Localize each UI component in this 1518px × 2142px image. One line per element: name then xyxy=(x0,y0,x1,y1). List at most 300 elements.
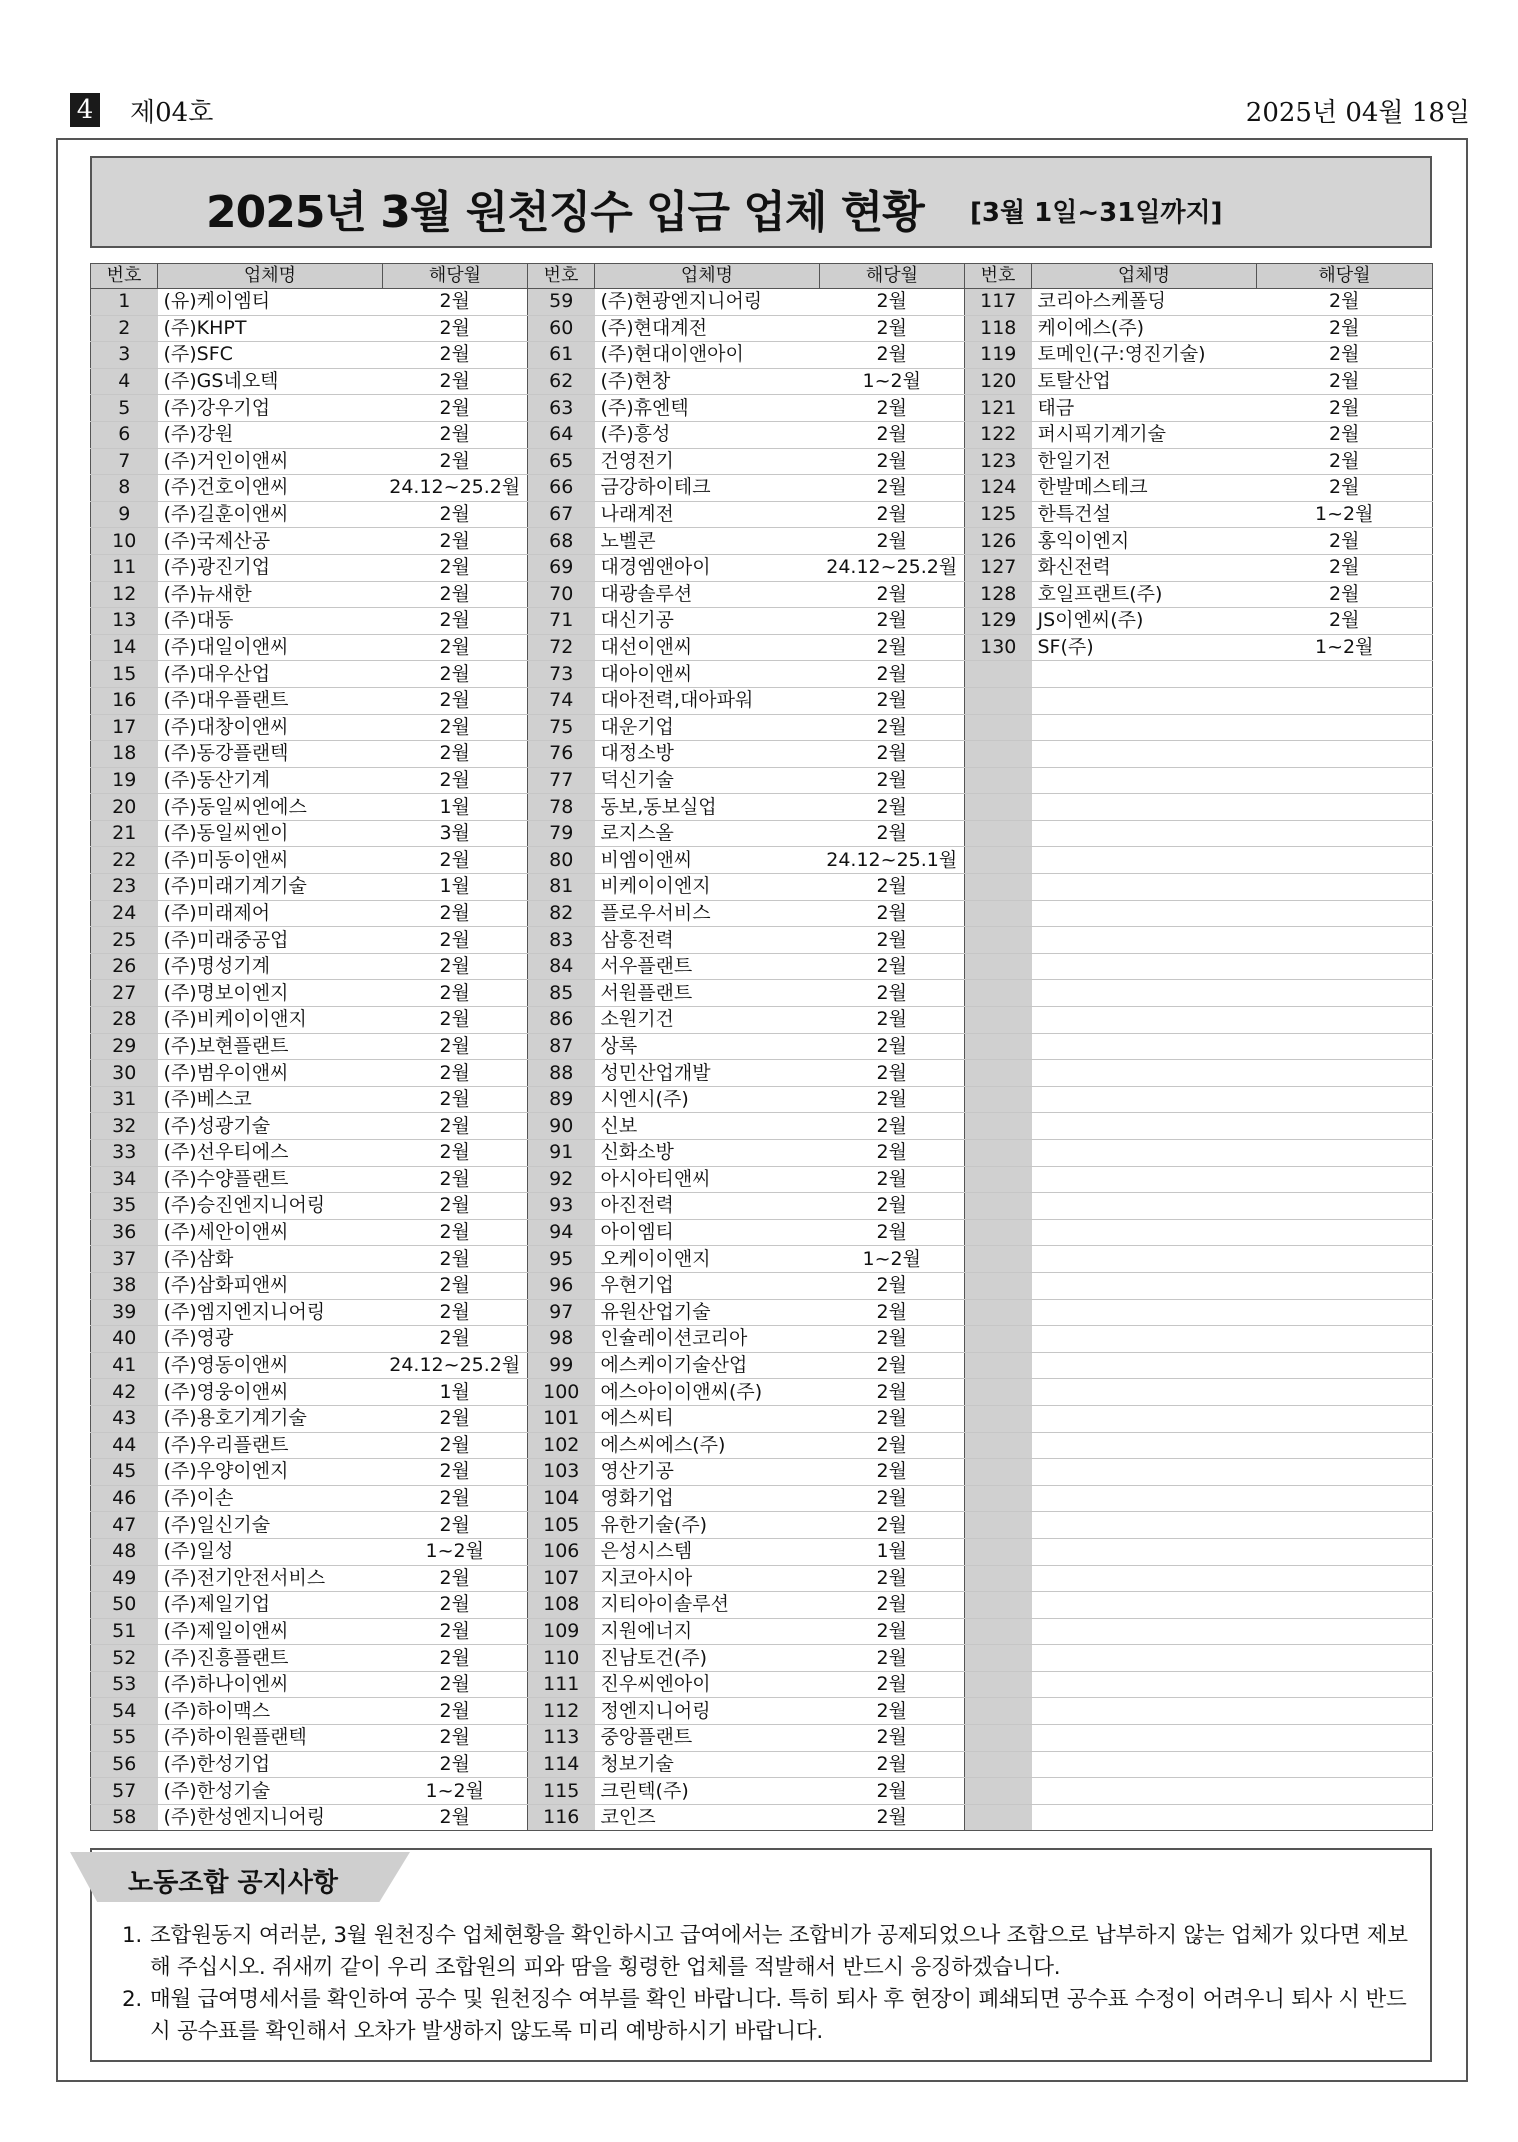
applicable-month: 2월 xyxy=(383,1725,528,1752)
company-name: 신화소방 xyxy=(595,1140,820,1167)
row-number: 15 xyxy=(91,661,158,688)
row-number: 90 xyxy=(528,1113,595,1140)
row-number: 119 xyxy=(965,342,1032,369)
company-name: 에스씨티 xyxy=(595,1405,820,1432)
row-number: 14 xyxy=(91,634,158,661)
company-name: 비엠이앤씨 xyxy=(595,847,820,874)
row-number: 82 xyxy=(528,900,595,927)
row-number: 39 xyxy=(91,1299,158,1326)
empty-cell xyxy=(965,1352,1032,1379)
applicable-month: 2월 xyxy=(383,1033,528,1060)
company-name: (주)한성엔지니어링 xyxy=(158,1804,383,1831)
row-number: 26 xyxy=(91,953,158,980)
company-name: (주)동일씨엔이 xyxy=(158,820,383,847)
applicable-month: 2월 xyxy=(820,661,965,688)
applicable-month: 1~2월 xyxy=(383,1778,528,1805)
empty-cell xyxy=(1032,1671,1257,1698)
company-name: (주)수양플랜트 xyxy=(158,1166,383,1193)
applicable-month: 2월 xyxy=(383,1326,528,1353)
row-number: 9 xyxy=(91,501,158,528)
row-number: 36 xyxy=(91,1219,158,1246)
table-row xyxy=(91,1725,1433,1752)
empty-cell xyxy=(1257,1778,1433,1805)
applicable-month: 2월 xyxy=(820,1272,965,1299)
applicable-month: 2월 xyxy=(383,847,528,874)
empty-cell xyxy=(1032,1405,1257,1432)
row-number: 42 xyxy=(91,1379,158,1406)
row-number: 52 xyxy=(91,1645,158,1672)
table-row xyxy=(91,395,1433,422)
applicable-month: 2월 xyxy=(383,1113,528,1140)
empty-cell xyxy=(1032,820,1257,847)
title-banner xyxy=(90,156,1432,248)
applicable-month: 2월 xyxy=(383,1140,528,1167)
company-name: 오케이이앤지 xyxy=(595,1246,820,1273)
table-row xyxy=(91,661,1433,688)
row-number: 112 xyxy=(528,1698,595,1725)
row-number: 30 xyxy=(91,1060,158,1087)
row-number: 92 xyxy=(528,1166,595,1193)
applicable-month: 1~2월 xyxy=(383,1538,528,1565)
company-name: (주)영동이앤씨 xyxy=(158,1352,383,1379)
row-number: 50 xyxy=(91,1592,158,1619)
company-name: (유)케이엠티 xyxy=(158,289,383,316)
applicable-month: 2월 xyxy=(820,980,965,1007)
empty-cell xyxy=(1032,953,1257,980)
notice-item-text: 조합원동지 여러분, 3월 원천징수 업체현황을 확인하시고 급여에서는 조합비가 공제되었으나 조합으로 납부하지 않는 업체가 있다면 제보해 주십시오. 쥐새끼 같이 우리 조합원의 피와 땀을 횡령한 업체를 적발해서 반드시 응징하겠습니다. xyxy=(150,1923,1408,1980)
row-number: 2 xyxy=(91,315,158,342)
table-row xyxy=(91,634,1433,661)
table-row xyxy=(91,581,1433,608)
row-number: 120 xyxy=(965,368,1032,395)
table-row xyxy=(91,741,1433,768)
company-name: 영산기공 xyxy=(595,1459,820,1486)
company-name: 대선이앤씨 xyxy=(595,634,820,661)
row-number: 123 xyxy=(965,448,1032,475)
row-number: 49 xyxy=(91,1565,158,1592)
company-name: (주)현대계전 xyxy=(595,315,820,342)
table-row xyxy=(91,501,1433,528)
table-body xyxy=(91,289,1433,1831)
row-number: 18 xyxy=(91,741,158,768)
applicable-month: 1~2월 xyxy=(820,368,965,395)
empty-cell xyxy=(1257,767,1433,794)
table-row xyxy=(91,1086,1433,1113)
applicable-month: 2월 xyxy=(820,1432,965,1459)
company-name: (주)한성기술 xyxy=(158,1778,383,1805)
company-name: (주)이손 xyxy=(158,1485,383,1512)
table-row xyxy=(91,1592,1433,1619)
company-name: 한발메스테크 xyxy=(1032,475,1257,502)
empty-cell xyxy=(965,900,1032,927)
applicable-month: 2월 xyxy=(383,900,528,927)
row-number: 4 xyxy=(91,368,158,395)
applicable-month: 2월 xyxy=(383,421,528,448)
applicable-month: 2월 xyxy=(820,475,965,502)
company-name: 호일프랜트(주) xyxy=(1032,581,1257,608)
empty-cell xyxy=(1257,687,1433,714)
empty-cell xyxy=(1257,900,1433,927)
row-number: 98 xyxy=(528,1326,595,1353)
row-number: 89 xyxy=(528,1086,595,1113)
applicable-month: 2월 xyxy=(383,953,528,980)
company-name: (주)성광기술 xyxy=(158,1113,383,1140)
row-number: 58 xyxy=(91,1804,158,1831)
applicable-month: 2월 xyxy=(383,1219,528,1246)
company-name: (주)강우기업 xyxy=(158,395,383,422)
row-number: 117 xyxy=(965,289,1032,316)
company-name: (주)현대이앤아이 xyxy=(595,342,820,369)
table-row xyxy=(91,1140,1433,1167)
table-row xyxy=(91,1538,1433,1565)
row-number: 124 xyxy=(965,475,1032,502)
empty-cell xyxy=(1257,1113,1433,1140)
company-name: (주)휴엔텍 xyxy=(595,395,820,422)
applicable-month: 2월 xyxy=(383,1405,528,1432)
applicable-month: 2월 xyxy=(820,1698,965,1725)
row-number: 7 xyxy=(91,448,158,475)
applicable-month: 2월 xyxy=(383,687,528,714)
applicable-month: 2월 xyxy=(383,289,528,316)
row-number: 105 xyxy=(528,1512,595,1539)
column-header: 번호 xyxy=(91,264,158,289)
empty-cell xyxy=(1032,1538,1257,1565)
empty-cell xyxy=(1257,1618,1433,1645)
empty-cell xyxy=(965,1379,1032,1406)
row-number: 59 xyxy=(528,289,595,316)
empty-cell xyxy=(965,1698,1032,1725)
company-name: (주)미래기계기술 xyxy=(158,874,383,901)
applicable-month: 2월 xyxy=(820,1645,965,1672)
empty-cell xyxy=(1032,874,1257,901)
table-row xyxy=(91,1007,1433,1034)
row-number: 65 xyxy=(528,448,595,475)
table-row xyxy=(91,794,1433,821)
empty-cell xyxy=(1257,1166,1433,1193)
applicable-month: 2월 xyxy=(383,1007,528,1034)
applicable-month: 2월 xyxy=(820,1299,965,1326)
row-number: 122 xyxy=(965,421,1032,448)
company-name: 홍익이엔지 xyxy=(1032,528,1257,555)
company-name: (주)제일이앤씨 xyxy=(158,1618,383,1645)
empty-cell xyxy=(1032,741,1257,768)
table-row xyxy=(91,900,1433,927)
applicable-month: 2월 xyxy=(383,315,528,342)
row-number: 93 xyxy=(528,1193,595,1220)
applicable-month: 2월 xyxy=(820,1459,965,1486)
applicable-month: 2월 xyxy=(383,927,528,954)
applicable-month: 2월 xyxy=(820,1512,965,1539)
applicable-month: 2월 xyxy=(1257,342,1433,369)
applicable-month: 2월 xyxy=(383,448,528,475)
company-name: (주)현광엔지니어링 xyxy=(595,289,820,316)
row-number: 84 xyxy=(528,953,595,980)
company-name: 코리아스케폴딩 xyxy=(1032,289,1257,316)
row-number: 46 xyxy=(91,1485,158,1512)
empty-cell xyxy=(1032,1219,1257,1246)
empty-cell xyxy=(965,1193,1032,1220)
table-row xyxy=(91,554,1433,581)
empty-cell xyxy=(1032,847,1257,874)
row-number: 81 xyxy=(528,874,595,901)
row-number: 102 xyxy=(528,1432,595,1459)
empty-cell xyxy=(1032,1352,1257,1379)
applicable-month: 2월 xyxy=(1257,395,1433,422)
applicable-month: 2월 xyxy=(820,794,965,821)
empty-cell xyxy=(965,1645,1032,1672)
page-number: 4 xyxy=(70,93,100,127)
empty-cell xyxy=(1257,1299,1433,1326)
table-row xyxy=(91,342,1433,369)
applicable-month: 2월 xyxy=(820,1405,965,1432)
company-name: (주)비케이이앤지 xyxy=(158,1007,383,1034)
empty-cell xyxy=(965,741,1032,768)
applicable-month: 2월 xyxy=(383,1193,528,1220)
empty-cell xyxy=(965,1618,1032,1645)
company-name: (주)SFC xyxy=(158,342,383,369)
row-number: 53 xyxy=(91,1671,158,1698)
row-number: 78 xyxy=(528,794,595,821)
company-name: 진우씨엔아이 xyxy=(595,1671,820,1698)
row-number: 13 xyxy=(91,608,158,635)
empty-cell xyxy=(1257,1193,1433,1220)
applicable-month: 2월 xyxy=(383,1246,528,1273)
table-row xyxy=(91,927,1433,954)
company-table xyxy=(90,263,1433,1831)
empty-cell xyxy=(965,687,1032,714)
table-row xyxy=(91,1193,1433,1220)
empty-cell xyxy=(1257,661,1433,688)
company-name: 화신전력 xyxy=(1032,554,1257,581)
empty-cell xyxy=(965,874,1032,901)
empty-cell xyxy=(965,1565,1032,1592)
row-number: 62 xyxy=(528,368,595,395)
page-title: 2025년 3월 원천징수 입금 업체 현황 xyxy=(206,187,924,238)
empty-cell xyxy=(1257,741,1433,768)
company-name: JS이엔씨(주) xyxy=(1032,608,1257,635)
empty-cell xyxy=(1257,927,1433,954)
empty-cell xyxy=(1257,980,1433,1007)
empty-cell xyxy=(1032,1804,1257,1831)
empty-cell xyxy=(1257,1219,1433,1246)
table-row xyxy=(91,687,1433,714)
empty-cell xyxy=(965,1538,1032,1565)
row-number: 64 xyxy=(528,421,595,448)
applicable-month: 2월 xyxy=(1257,368,1433,395)
applicable-month: 2월 xyxy=(820,395,965,422)
empty-cell xyxy=(1032,1459,1257,1486)
company-name: 삼흥전력 xyxy=(595,927,820,954)
row-number: 27 xyxy=(91,980,158,1007)
empty-cell xyxy=(1032,794,1257,821)
applicable-month: 2월 xyxy=(820,900,965,927)
column-header: 업체명 xyxy=(1032,264,1257,289)
empty-cell xyxy=(965,1272,1032,1299)
empty-cell xyxy=(1032,1060,1257,1087)
company-name: 토탈산업 xyxy=(1032,368,1257,395)
applicable-month: 1월 xyxy=(383,874,528,901)
row-number: 21 xyxy=(91,820,158,847)
empty-cell xyxy=(965,661,1032,688)
empty-cell xyxy=(1032,900,1257,927)
applicable-month: 2월 xyxy=(383,1804,528,1831)
company-name: 지원에너지 xyxy=(595,1618,820,1645)
applicable-month: 2월 xyxy=(820,1193,965,1220)
applicable-month: 2월 xyxy=(820,315,965,342)
company-name: (주)영광 xyxy=(158,1326,383,1353)
applicable-month: 2월 xyxy=(820,448,965,475)
row-number: 5 xyxy=(91,395,158,422)
applicable-month: 2월 xyxy=(383,1485,528,1512)
company-name: 로지스올 xyxy=(595,820,820,847)
applicable-month: 1~2월 xyxy=(1257,634,1433,661)
table-row xyxy=(91,1804,1433,1831)
empty-cell xyxy=(1032,1007,1257,1034)
applicable-month: 2월 xyxy=(383,1272,528,1299)
applicable-month: 2월 xyxy=(383,1060,528,1087)
empty-cell xyxy=(1257,820,1433,847)
row-number: 8 xyxy=(91,475,158,502)
empty-cell xyxy=(1257,1512,1433,1539)
empty-cell xyxy=(1032,1592,1257,1619)
row-number: 19 xyxy=(91,767,158,794)
applicable-month: 2월 xyxy=(1257,421,1433,448)
company-name: (주)전기안전서비스 xyxy=(158,1565,383,1592)
applicable-month: 2월 xyxy=(820,1592,965,1619)
company-name: (주)뉴새한 xyxy=(158,581,383,608)
empty-cell xyxy=(1032,1272,1257,1299)
applicable-month: 2월 xyxy=(820,874,965,901)
company-name: 한일기전 xyxy=(1032,448,1257,475)
applicable-month: 2월 xyxy=(820,1219,965,1246)
empty-cell xyxy=(1257,714,1433,741)
applicable-month: 2월 xyxy=(820,1033,965,1060)
company-name: 크린텍(주) xyxy=(595,1778,820,1805)
applicable-month: 2월 xyxy=(820,1671,965,1698)
empty-cell xyxy=(1032,687,1257,714)
empty-cell xyxy=(1032,714,1257,741)
row-number: 80 xyxy=(528,847,595,874)
applicable-month: 2월 xyxy=(1257,315,1433,342)
table-row xyxy=(91,1485,1433,1512)
empty-cell xyxy=(965,1140,1032,1167)
table-row xyxy=(91,1698,1433,1725)
applicable-month: 2월 xyxy=(383,1618,528,1645)
row-number: 55 xyxy=(91,1725,158,1752)
empty-cell xyxy=(1032,1512,1257,1539)
empty-cell xyxy=(1257,1432,1433,1459)
applicable-month: 24.12~25.1월 xyxy=(820,847,965,874)
row-number: 31 xyxy=(91,1086,158,1113)
company-name: 아이엠티 xyxy=(595,1219,820,1246)
company-name: (주)명보이엔지 xyxy=(158,980,383,1007)
company-name: (주)대일이앤씨 xyxy=(158,634,383,661)
empty-cell xyxy=(965,1219,1032,1246)
company-name: 금강하이테크 xyxy=(595,475,820,502)
row-number: 129 xyxy=(965,608,1032,635)
table-row xyxy=(91,980,1433,1007)
applicable-month: 2월 xyxy=(383,1512,528,1539)
applicable-month: 2월 xyxy=(820,1778,965,1805)
empty-cell xyxy=(1032,1033,1257,1060)
applicable-month: 2월 xyxy=(383,1592,528,1619)
page-header xyxy=(70,90,1470,130)
column-header: 해당월 xyxy=(383,264,528,289)
row-number: 91 xyxy=(528,1140,595,1167)
empty-cell xyxy=(1032,1618,1257,1645)
empty-cell xyxy=(1257,1086,1433,1113)
row-number: 23 xyxy=(91,874,158,901)
column-header: 업체명 xyxy=(158,264,383,289)
empty-cell xyxy=(965,820,1032,847)
empty-cell xyxy=(1032,1140,1257,1167)
row-number: 48 xyxy=(91,1538,158,1565)
row-number: 115 xyxy=(528,1778,595,1805)
company-name: (주)동일씨엔에스 xyxy=(158,794,383,821)
empty-cell xyxy=(965,1166,1032,1193)
applicable-month: 2월 xyxy=(820,953,965,980)
company-name: (주)강원 xyxy=(158,421,383,448)
applicable-month: 2월 xyxy=(1257,581,1433,608)
row-number: 125 xyxy=(965,501,1032,528)
applicable-month: 2월 xyxy=(820,820,965,847)
company-name: (주)대동 xyxy=(158,608,383,635)
empty-cell xyxy=(1257,1645,1433,1672)
company-name: (주)대우산업 xyxy=(158,661,383,688)
table-row xyxy=(91,528,1433,555)
applicable-month: 2월 xyxy=(383,581,528,608)
row-number: 41 xyxy=(91,1352,158,1379)
row-number: 128 xyxy=(965,581,1032,608)
applicable-month: 2월 xyxy=(820,1166,965,1193)
applicable-month: 2월 xyxy=(383,980,528,1007)
empty-cell xyxy=(965,1086,1032,1113)
row-number: 43 xyxy=(91,1405,158,1432)
company-name: 영화기업 xyxy=(595,1485,820,1512)
row-number: 17 xyxy=(91,714,158,741)
applicable-month: 2월 xyxy=(383,1751,528,1778)
row-number: 69 xyxy=(528,554,595,581)
empty-cell xyxy=(1032,1246,1257,1273)
empty-cell xyxy=(1257,1033,1433,1060)
company-name: 인슐레이션코리아 xyxy=(595,1326,820,1353)
empty-cell xyxy=(1257,1326,1433,1353)
empty-cell xyxy=(1257,1246,1433,1273)
applicable-month: 2월 xyxy=(1257,554,1433,581)
row-number: 28 xyxy=(91,1007,158,1034)
company-name: 한특건설 xyxy=(1032,501,1257,528)
applicable-month: 1월 xyxy=(383,1379,528,1406)
applicable-month: 2월 xyxy=(1257,289,1433,316)
company-name: 우현기업 xyxy=(595,1272,820,1299)
row-number: 110 xyxy=(528,1645,595,1672)
row-number: 95 xyxy=(528,1246,595,1273)
empty-cell xyxy=(1032,1379,1257,1406)
company-name: 서원플랜트 xyxy=(595,980,820,1007)
table-row xyxy=(91,1432,1433,1459)
company-name: (주)동강플랜텍 xyxy=(158,741,383,768)
applicable-month: 2월 xyxy=(820,528,965,555)
applicable-month: 2월 xyxy=(820,342,965,369)
row-number: 104 xyxy=(528,1485,595,1512)
table-row xyxy=(91,1459,1433,1486)
applicable-month: 2월 xyxy=(820,1565,965,1592)
row-number: 37 xyxy=(91,1246,158,1273)
row-number: 74 xyxy=(528,687,595,714)
company-name: 대정소방 xyxy=(595,741,820,768)
empty-cell xyxy=(1032,661,1257,688)
company-name: SF(주) xyxy=(1032,634,1257,661)
